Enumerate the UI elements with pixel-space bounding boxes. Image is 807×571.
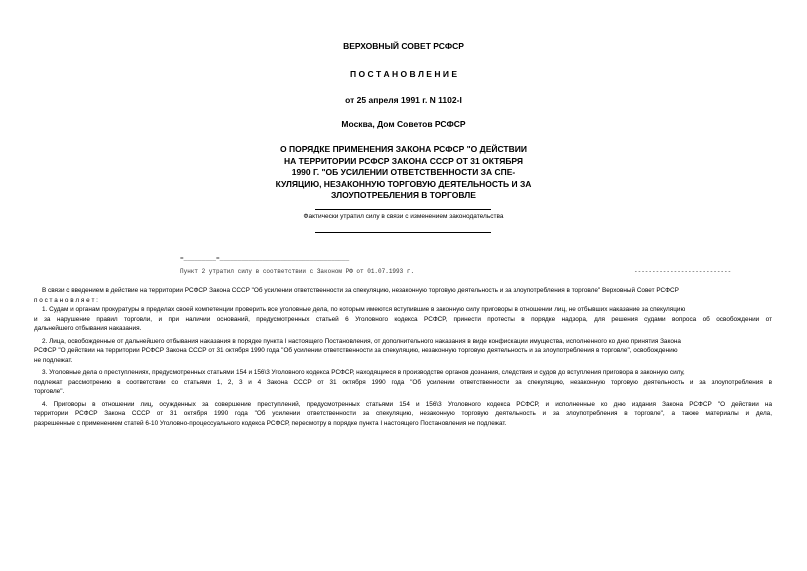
body-line: 1. Судам и органам прокуратуры в пределах своей компетенции проверить все уголовные дела, по которым имеются вступившие в законную силу приговоры в отношении лиц, не отбывших наказание за спекуляцию [42,306,686,313]
body-line: торговле". [34,388,65,395]
title-line: О ПОРЯДКЕ ПРИМЕНЕНИЯ ЗАКОНА РСФСР "О ДЕЙСТВИИ [280,144,527,154]
amendment-marker: =_________=____________________________________ [180,255,350,262]
body-line: не подлежат. [34,356,73,364]
status-note: Фактически утратил силу в связи с изменением законодательства [303,213,504,220]
amendment-note: Пункт 2 утратил силу в соответствии с Законом РФ от 01.07.1993 г. [180,268,415,275]
body-line: подлежат рассмотрению в соответствии со статьями 1, 2, 3 и 4 Закона СССР от 31 октября 1990 года "Об усилении ответственности за спекуляцию, незаконную торговую деятельность и за злоупотребления в [34,378,772,386]
place-of-adoption: Москва, Дом Советов РСФСР [341,119,466,129]
body-line: территории РСФСР Закона СССР от 31 октября 1990 года "Об усилении ответственности за спекуляцию, незаконную торговую деятельность и за злоупотребления в торговле", а также материалы и дела, [34,410,772,417]
title-line: НА ТЕРРИТОРИИ РСФСР ЗАКОНА СССР ОТ 31 ОКТЯБРЯ [283,155,524,166]
title-line: 1990 Г. "ОБ УСИЛЕНИИ ОТВЕТСТВЕННОСТИ ЗА СПЕ- [291,167,516,177]
body-line: 2. Лица, освобожденные от дальнейшего отбывания наказания в порядке пункта I настоящего Постановления, от дополнительного наказания в виде конфискации имущества, исполненного ко дню принятия Закона [42,337,681,345]
document-title [0,144,807,202]
body-line: 4. Приговоры в отношении лиц, осужденных за совершение преступлений, предусмотренных статьями 154 и 156\3 Уголовного кодекса РСФСР, и исполненные ко дню издания Закона РСФСР "О действии на [42,400,772,408]
body-line: 3. Уголовные дела о преступлениях, предусмотренных статьями 154 и 156\3 Уголовного кодекса РСФСР, находящиеся в производстве органов дознания, следствия и судов до вступления приговора в законную силу, [42,369,685,376]
date-and-number: от 25 апреля 1991 г. N 1102-I [345,95,462,105]
body-line: разрешенные с применением статей 6-10 Уголовно-процессуального кодекса РСФСР, пересмотру в порядке пункта I настоящего Постановления не подлежат. [34,419,507,427]
document-body [34,286,772,428]
title-line: КУЛЯЦИЮ, НЕЗАКОННУЮ ТОРГОВУЮ ДЕЯТЕЛЬНОСТЬ И ЗА [275,178,532,189]
body-line: РСФСР "О действии на территории РСФСР Закона СССР от 31 октября 1990 года "Об усилении ответственности за спекуляцию, незаконную торговую деятельность и за злоупотребления в торговле", освобождению [34,347,678,354]
body-line: и за нарушение правил торговли, и при наличии оснований, предусмотренных статьей 6 Уголовного кодекса РСФСР, принести протесты в порядке надзора, для решения судами вопроса об освобождении от [34,315,772,323]
body-line: п о с т а н о в л я е т : [34,296,98,304]
body-line: дальнейшего отбывания наказания. [34,325,142,332]
divider-bottom [315,232,491,233]
amendment-trail: --------------------------- [634,268,732,275]
title-line: ЗЛОУПОТРЕБЛЕНИЯ В ТОРГОВЛЕ [331,190,476,200]
body-line: В связи с введением в действие на территории РСФСР Закона СССР "Об усилении ответственности за спекуляцию, незаконную торговую деятельность и за злоупотребления в торговле" Верховный Совет РСФСР [42,287,679,294]
council-name: ВЕРХОВНЫЙ СОВЕТ РСФСР [343,41,464,51]
document-type: П О С Т А Н О В Л Е Н И Е [350,69,457,79]
divider-top [315,209,491,210]
